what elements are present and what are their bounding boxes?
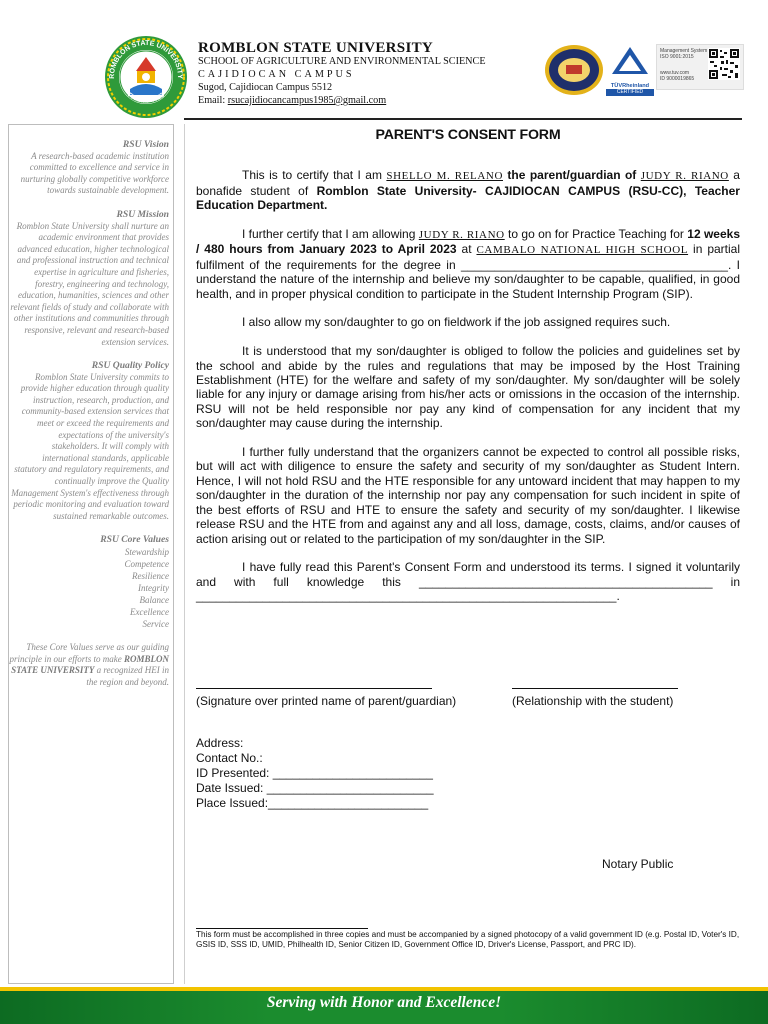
p2-text-e: . I understand the nature of the internship and believe my son/daughter to be capable, qualified, in good health, and in proper physical condition to participate in the Student Internship Program (SIP). — [196, 257, 740, 301]
student-name-field-2[interactable]: JUDY R. RIANO — [418, 229, 505, 242]
p1-text-c: a bonafide student of — [196, 168, 740, 198]
p2-text-a: I further certify that I am allowing — [242, 227, 416, 242]
relationship-line[interactable] — [512, 688, 678, 689]
core-value-item: Balance — [139, 595, 169, 605]
core-values-title: RSU Core Values — [100, 534, 169, 546]
svg-text:PHILIPPINES — [126, 91, 166, 104]
email-link[interactable]: rsucajidiocancampus1985@gmail.com — [227, 95, 387, 106]
id-presented-field[interactable]: ID Presented: ________________________ — [196, 766, 433, 780]
iso-standard: Management System ISO 9001:2015 — [660, 48, 708, 60]
core-value-item: Service — [142, 619, 169, 629]
p1-text-a: This is to certify that I am — [242, 168, 382, 183]
place-blank-field[interactable]: _______________________________________________________________ — [196, 589, 617, 604]
paragraph-acknowledgement — [196, 560, 740, 603]
vision-text: A research-based academic institution committed to excellence and service in nurturing globally competitive workforce towards sustainable development. — [20, 150, 169, 196]
tuv-triangle-icon — [606, 44, 654, 78]
notary-public-label: Notary Public — [602, 857, 674, 871]
seal-ring-text — [104, 35, 188, 119]
core-values-list — [9, 546, 169, 630]
tuv-name: TÜVRheinland — [610, 83, 650, 89]
svg-text:ROMBLON STATE UNIVERSITY — [109, 40, 183, 79]
university-name: ROMBLON STATE UNIVERSITY — [198, 40, 434, 56]
core-value-item: Stewardship — [124, 547, 169, 557]
iso-certificate-box — [656, 44, 744, 90]
footnote-text: This form must be accomplished in three copies and must be accompanied by a signed photocopy of a valid government ID (e.g. Postal ID, Voter's ID, GSIS ID, SSS ID, UMID, Philhealth ID, Senior Citizen ID, Government Office ID, Driver's License, Passport, and PRC ID). — [196, 930, 740, 950]
core-value-item: Resilience — [132, 571, 169, 581]
date-issued-field[interactable]: Date Issued: _________________________ — [196, 781, 434, 795]
closing-university: ROMBLON STATE UNIVERSITY — [11, 653, 169, 676]
seal-bottom-text: PHILIPPINES — [126, 91, 166, 105]
consent-form — [196, 127, 741, 950]
seal-top-text: ROMBLON STATE UNIVERSITY — [108, 39, 184, 79]
footnote-divider — [196, 928, 368, 929]
p2-text-c: at — [461, 242, 472, 257]
paragraph-fieldwork: I also allow my son/daughter to go on fieldwork if the job assigned requires such. — [242, 315, 671, 330]
p1-institution: Romblon State University- CAJIDIOCAN CAMPUS (RSU-CC), Teacher Education Department. — [196, 183, 740, 213]
campus-address: Sugod, Cajidiocan Campus 5512 — [198, 82, 333, 93]
quality-policy-text: Romblon State University commits to provide higher education through quality instruction, research, production, and community-based extension services that meet or exceed the requirements and expectations of the university's stakeholders. It will comply with international standards, applicable statutory and regulatory requirements, and continually improve the Quality Management System's effectiveness through periodic monitoring and evaluation toward sustained remarkable outcomes. — [11, 371, 169, 521]
core-values-closing — [9, 642, 169, 688]
paragraph-allowance — [196, 227, 740, 301]
iso-text — [660, 48, 708, 82]
relationship-label: (Relationship with the student) — [512, 694, 674, 708]
parent-name-field[interactable]: SHELLO M. RELANO — [386, 170, 503, 183]
closing-text-b: a recognized HEI in the region and beyond. — [86, 665, 169, 687]
iso-url: www.tuv.com — [660, 70, 690, 76]
campus-name: CAJIDIOCAN CAMPUS — [198, 69, 355, 80]
mission-text: Romblon State University shall nurture an academic environment that provides advanced education, higher technological and professional instruction and technical expertise in agriculture and fisheries, forestry, engineering and technology, education, humanities, sciences and other relevant fields of study and collaborate with other institutions and communities through responsive, relevant and research-based extension services. — [10, 220, 169, 347]
email-label: Email: — [198, 95, 226, 106]
p2-text-d: in partial fulfilment of the requirements for the degree in — [196, 242, 741, 272]
school-name-field[interactable]: CAMBALO NATIONAL HIGH SCHOOL — [476, 244, 689, 257]
paragraph-certification — [196, 168, 740, 212]
qr-code-icon — [708, 48, 740, 80]
signature-row — [196, 688, 740, 718]
form-title: PARENT'S CONSENT FORM — [375, 127, 561, 143]
paragraph-risks: I further fully understand that the organizers cannot be expected to control all possible risks, but will act with diligence to ensure the safety and security of my son/daughter as Student Intern. Hence, I will not hold RSU and the HTE responsible for any untoward incident that may happen to my son/daughter in the duration of the internship nor pay any compensation for such incident in spite of the best efforts of RSU and HTE to ensure the safety and security of my son/daughter. I likewise release RSU and the HTE from and against any and all loss, damage, costs, claims, and/or causes of action arising out or related to the participation of my son/daughter in the SIP. — [196, 445, 740, 546]
header-divider — [184, 118, 742, 120]
sidebar-divider — [184, 124, 185, 984]
p6-text-a: I have fully read this Parent's Consent Form and understood its terms. I signed it voluntarily and with full knowledge this — [196, 560, 740, 589]
letterhead-text — [198, 40, 538, 107]
school-name: SCHOOL OF AGRICULTURE AND ENVIRONMENTAL SCIENCE — [198, 56, 486, 67]
letterhead — [0, 0, 768, 118]
student-name-field[interactable]: JUDY R. RIANO — [640, 170, 729, 183]
email-line — [198, 94, 538, 107]
sidebar-panel — [8, 124, 174, 984]
degree-blank-field[interactable]: ________________________________________ — [461, 257, 728, 272]
p2-duration: 12 weeks / 480 hours from January 2023 to April 2023 — [196, 227, 740, 257]
p6-text-b: in — [730, 574, 740, 589]
core-value-item: Competence — [124, 559, 169, 569]
place-issued-field[interactable]: Place Issued:________________________ — [196, 796, 429, 810]
mission-title: RSU Mission — [116, 208, 169, 220]
closing-text-a: These Core Values serve as our guiding principle in our efforts to make — [9, 642, 169, 664]
core-value-item: Excellence — [130, 607, 169, 617]
sidebar-content — [9, 139, 169, 700]
date-blank-field[interactable]: ____________________________________________ — [418, 574, 713, 589]
notary-info-block — [196, 736, 434, 811]
signature-line[interactable] — [196, 688, 432, 689]
tuv-certified: CERTIFIED — [606, 89, 654, 96]
core-value-item: Integrity — [138, 583, 169, 593]
p6-end: . — [616, 589, 620, 604]
quality-policy-title: RSU Quality Policy — [91, 360, 169, 372]
p1-text-b: the parent/guardian of — [507, 168, 637, 183]
footer-slogan: Serving with Honor and Excellence! — [266, 994, 502, 1011]
p2-text-b: to go on for Practice Teaching for — [508, 227, 684, 242]
iso-id: ID 9000019865 — [660, 76, 695, 82]
tuv-certification-logo — [606, 44, 654, 95]
address-label[interactable]: Address: — [196, 736, 244, 750]
vision-title: RSU Vision — [122, 139, 169, 150]
contact-label[interactable]: Contact No.: — [196, 751, 263, 765]
signature-label: (Signature over printed name of parent/guardian) — [196, 694, 457, 708]
paragraph-policies: It is understood that my son/daughter is obliged to follow the policies and guidelines set by the school and abide by the rules and regulations that may be imposed by the Host Training Establishment (HTE) for the welfare and safety of my son/daughter. My son/daughter will be solely liable for any injury or damage arising from his/her acts or omissions in the occasion of the internship. RSU will not be held responsible nor pay any kind of compensation for any incident that my son/daughter may cause during the internship. — [196, 344, 740, 431]
accreditation-badge-icon — [544, 44, 604, 96]
